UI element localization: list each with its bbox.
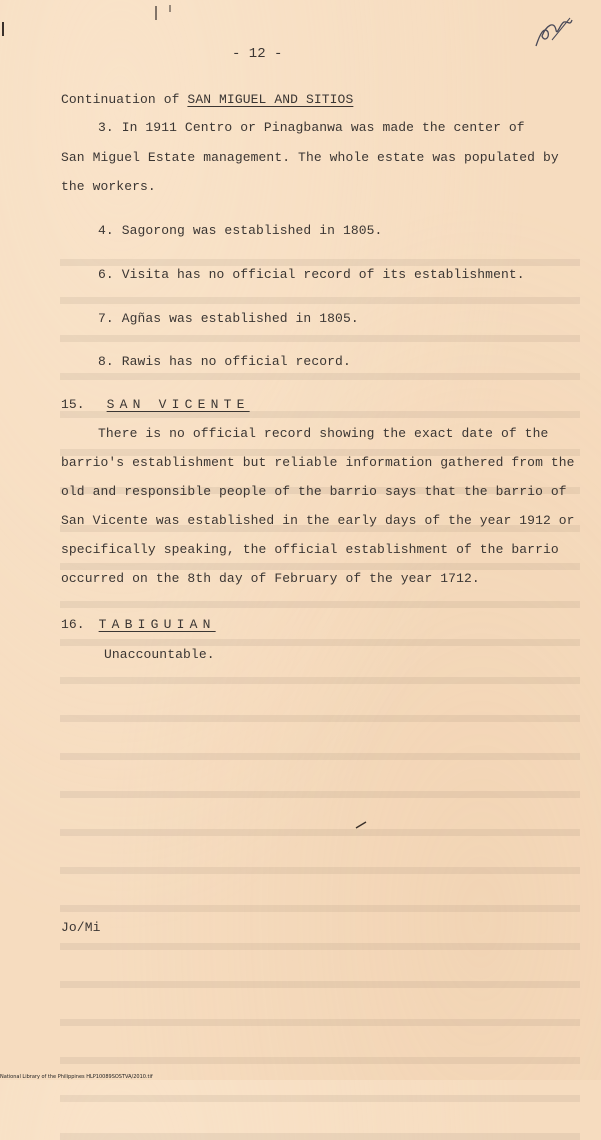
section-15-line-4: San Vicente was established in the early days of the year 1912 or (61, 513, 575, 528)
item-3-line-1: 3. In 1911 Centro or Pinagbanwa was made the center of (98, 120, 525, 135)
section-15-number: 15. (61, 397, 85, 412)
section-15-line-1: There is no official record showing the exact date of the (98, 426, 549, 441)
edge-mark (0, 10, 8, 40)
section-15-title: SAN VICENTE (106, 397, 250, 412)
item-6: 6. Visita has no official record of its establishment. (98, 267, 525, 282)
header-title: SAN MIGUEL AND SITIOS (187, 92, 354, 107)
archive-footer: National Library of the Philippines HLP10089SOSTVA/2010.tif (0, 1074, 153, 1080)
section-16-number: 16. (61, 617, 85, 632)
typist-initials: Jo/Mi (61, 920, 101, 935)
section-16-heading (61, 617, 216, 633)
ink-dot (352, 818, 372, 832)
section-16-title: TABIGUIAN (98, 617, 216, 632)
header-prefix: Continuation of (61, 92, 188, 107)
section-15-line-5: specifically speaking, the official establishment of the barrio (61, 542, 559, 557)
handwritten-initials-icon (530, 12, 580, 54)
section-15-heading (61, 397, 250, 413)
item-3-line-3: the workers. (61, 179, 156, 194)
item-7: 7. Agñas was established in 1805. (98, 311, 359, 326)
section-header (61, 92, 353, 108)
section-15-line-6: occurred on the 8th day of February of the year 1712. (61, 571, 480, 586)
item-3-line-2: San Miguel Estate management. The whole estate was populated by (61, 150, 559, 165)
section-16-text: Unaccountable. (104, 647, 215, 662)
item-4: 4. Sagorong was established in 1805. (98, 223, 383, 238)
ink-mark (148, 2, 178, 24)
section-15-line-3: old and responsible people of the barrio says that the barrio of (61, 484, 567, 499)
section-15-line-2: barrio's establishment but reliable information gathered from the (61, 455, 575, 470)
page-number: - 12 - (232, 46, 283, 62)
item-8: 8. Rawis has no official record. (98, 354, 351, 369)
